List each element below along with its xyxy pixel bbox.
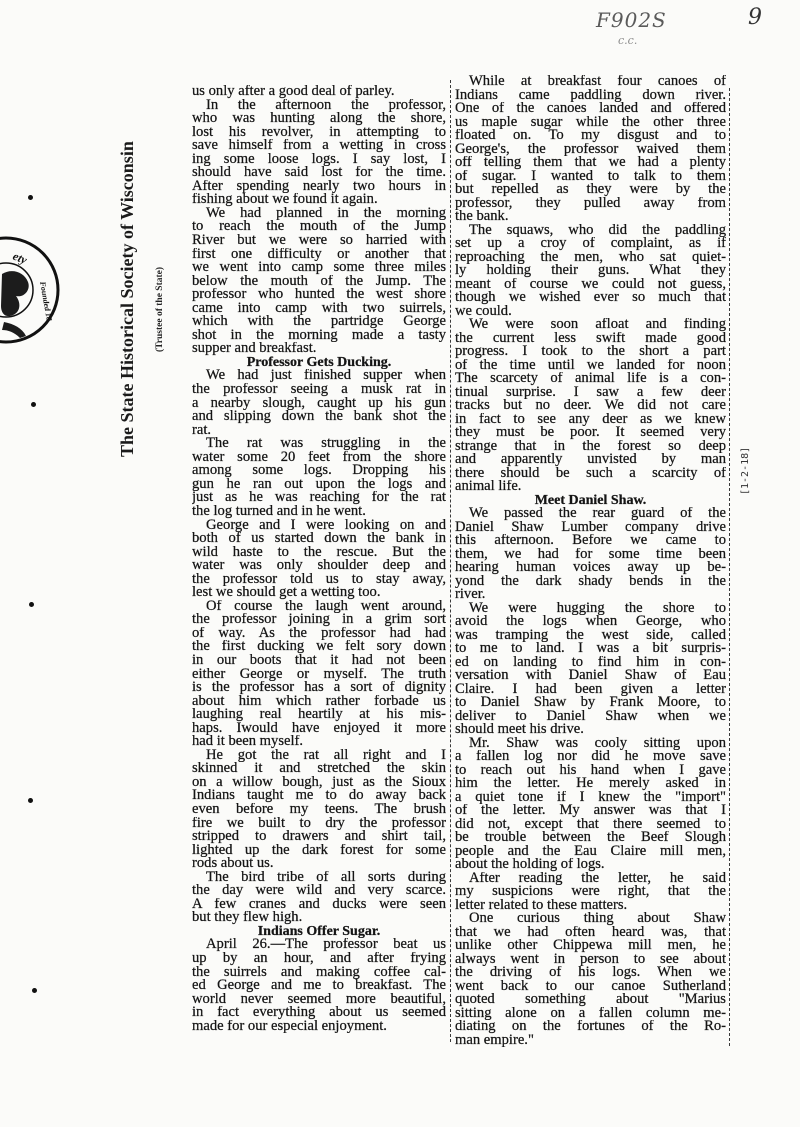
text-line: the first ducking we felt sory down (192, 640, 446, 654)
text-line: Of course the laugh went around, (206, 599, 446, 614)
text-line: came into camp with two suirrels, (192, 301, 446, 316)
text-line: the suirrels and making coffee cal- (192, 965, 446, 980)
text-line: the professor joining in a grim sort (192, 613, 446, 627)
text-line: stripped to drawers and shirt tail, (192, 830, 446, 844)
text-line: April 26.—The professor beat us (206, 938, 446, 952)
article-column-left (192, 85, 446, 1033)
text-line: to me to land. I was a bit surpris- (455, 642, 726, 656)
text-line: a nearby slough, caught up his gun (192, 396, 446, 411)
article-column-right (455, 75, 726, 1047)
handwritten-call-number: F902S (596, 8, 667, 32)
text-line: even before my teens. The brush (192, 802, 446, 817)
text-line: ed George and me to breakfast. The (192, 979, 446, 993)
text-line: floated on. To my disgust and to (455, 129, 726, 143)
text-line: ed on landing to find him in con- (455, 655, 726, 669)
text-line: professor who hunted the west shore (192, 288, 446, 302)
text-line: among some logs. Dropping his (192, 464, 446, 478)
handwritten-page-number: 9 (748, 5, 762, 30)
text-line: tinual surprise. I saw a few deer (455, 385, 726, 399)
text-line: us maple sugar while the other three (455, 115, 726, 129)
handwritten-initials: c.c. (618, 34, 638, 47)
text-line: water was only shoulder deep and (192, 559, 446, 573)
text-line: had it been myself. (192, 735, 304, 749)
text-line: both of us started down the bank in (192, 532, 446, 546)
text-line: we went into camp some three miles (192, 261, 446, 275)
text-line: people and the Eau Claire mill men, (455, 844, 726, 858)
text-line: We passed the rear guard of the (469, 507, 726, 521)
text-line: River but we were so harried with (192, 234, 446, 248)
text-line: skinned it and stretched the skin (192, 762, 446, 776)
text-line: him the letter. He merely asked in (455, 777, 726, 791)
text-line: of sugar. I wanted to talk to them (455, 169, 726, 183)
text-line: lost his revolver, in attempting to (192, 125, 446, 140)
text-line: wild haste to the rescue. But the (192, 545, 446, 560)
punch-hole (28, 195, 33, 200)
text-line: water some 20 feet from the shore (192, 450, 446, 465)
text-line: first one difficulty or another that (192, 247, 446, 262)
text-line: man empire." (455, 1033, 534, 1047)
text-line: is the professor has a sort of dignity (192, 681, 446, 695)
text-line: and apparently unvisted by man (455, 453, 726, 467)
text-line: be trouble between the Beef Slough (455, 831, 726, 845)
text-line: the day were wild and very scarce. (192, 884, 446, 898)
text-line: After reading the letter, he said (469, 871, 726, 885)
text-line: that we had often heard was, that (455, 925, 726, 939)
text-line: unlike other Chippewa mill men, he (455, 939, 726, 953)
text-line: and slipping down the bank shot the (192, 410, 446, 424)
text-line: set up a croy of complaint, as if (455, 237, 726, 251)
text-line: the log turned and in he went. (192, 504, 366, 519)
text-line: the professor seeing a musk rat in (192, 383, 446, 397)
text-line: letter related to these matters. (455, 898, 628, 912)
section-heading: Professor Gets Ducking. (246, 355, 392, 370)
punch-hole (28, 798, 33, 803)
text-line: of the letter. My answer was that I (455, 804, 726, 818)
archive-side-label: [1-2-18] (740, 446, 751, 496)
text-line: the current less swift made good (455, 331, 726, 345)
text-line: George and I were looking on and (206, 518, 446, 533)
text-line: We were hugging the shore to (469, 601, 726, 615)
text-line: While at breakfast four canoes of (469, 75, 726, 89)
text-line: tracks but no deer. We did not care (455, 399, 726, 413)
text-line: did not, except that there seemed to (455, 817, 726, 831)
text-line: which with the partridge George (192, 315, 446, 329)
text-line: fishing about we found it again. (192, 193, 378, 207)
text-line: haps. Iwould have enjoyed it more (192, 721, 446, 736)
text-line: but repelled as they were by the (455, 183, 726, 197)
text-line: He got the rat all right and I (206, 748, 446, 763)
text-line: should meet his drive. (455, 723, 584, 737)
text-line: diating on the fortunes of the Ro- (455, 1020, 726, 1034)
text-line: professor, they pulled away from (455, 196, 726, 210)
text-line: sitting alone on a fallen column me- (455, 1006, 726, 1020)
text-line: shot in the morning made a tasty (192, 328, 446, 343)
text-line: a quiet tone if I knew the "import" (455, 790, 726, 804)
text-line: strange that in the forest so deep (455, 439, 726, 453)
text-line: quoted something about "Marius (455, 993, 726, 1007)
text-line: in fact everything about us seemed (192, 1006, 446, 1020)
text-line: One curious thing about Shaw (469, 912, 726, 926)
text-line: rods about us. (192, 857, 274, 871)
text-line: We were soon afloat and finding (469, 318, 726, 332)
historical-society-stamp-subtitle: (Trustee of the State) (155, 266, 165, 352)
text-line: should have said lost for the time. (192, 166, 446, 180)
text-line: avoid the logs when George, who (455, 615, 726, 629)
text-line: river. (455, 588, 486, 602)
seal-top-text: ety (10, 248, 30, 268)
text-line: gun he ran out upon the logs and (192, 477, 446, 492)
text-line: made for our especial enjoyment. (192, 1019, 387, 1034)
text-line: The bird tribe of all sorts during (206, 870, 446, 885)
text-line: but they flew high. (192, 911, 303, 925)
seal-emblem-detail (2, 322, 26, 338)
text-line: Indians came paddling down river. (455, 88, 726, 102)
punch-hole (32, 988, 37, 993)
text-line: rat. (192, 423, 212, 438)
text-line: they must be poor. It seemed very (455, 426, 726, 440)
text-line: laughing real heartily at his mis- (192, 708, 446, 722)
text-line: One of the canoes landed and offered (455, 102, 726, 116)
text-line: though we wished ever so much that (455, 291, 726, 305)
text-line: save himself from a wetting in cross (192, 139, 446, 153)
text-line: progress. I took to the short a part (455, 345, 726, 359)
text-line: yond the dark shady bends in the (455, 574, 726, 588)
text-line: The rat was struggling in the (206, 437, 446, 451)
text-line: of the time until we landed for noon (455, 358, 726, 372)
text-line: We had planned in the morning (206, 206, 446, 221)
text-line: The squaws, who did the paddling (469, 223, 726, 237)
historical-society-stamp: The State Historical Society of Wisconsin (117, 141, 137, 458)
text-line: hearing human voices away up be- (455, 561, 726, 575)
text-line: us only after a good deal of parley. (192, 85, 395, 99)
text-line: was tramping the west side, called (455, 628, 726, 642)
text-line: about him which rather forbade us (192, 694, 446, 709)
text-line: versation with Daniel Shaw of Eau (455, 669, 726, 683)
society-seal (0, 232, 62, 352)
text-line: reproaching the men, who sat quiet- (455, 250, 726, 264)
text-line: A few cranes and ducks were seen (192, 897, 446, 912)
text-line: up by an hour, and after frying (192, 952, 446, 966)
text-line: them, we had for some time been (455, 547, 726, 561)
text-line: who was hunting along the shore, (192, 112, 446, 126)
section-heading: Indians Offer Sugar. (257, 924, 381, 939)
text-line: of way. As the professor had had (192, 626, 446, 641)
column-divider (450, 80, 451, 1042)
text-line: to Daniel Shaw by Frank Moore, to (455, 696, 726, 710)
text-line: animal life. (455, 480, 522, 494)
text-line: either George or myself. The truth (192, 667, 446, 682)
punch-hole (29, 602, 34, 607)
text-line: George's, the professor waived them (455, 142, 726, 156)
text-line: the driving of his logs. When we (455, 966, 726, 980)
text-line: we could. (455, 304, 512, 318)
text-line: to reach the mouth of the Jump (192, 220, 446, 235)
text-line: After spending nearly two hours in (192, 179, 446, 194)
text-line: lighted up the dark forest for some (192, 843, 446, 858)
text-line: always went in person to see about (455, 952, 726, 966)
punch-hole (31, 402, 36, 407)
text-line: my suspicions were right, that the (455, 885, 726, 899)
seal-side-text: Founded 18 (38, 280, 54, 322)
text-line: on a willow bough, just as the Sioux (192, 775, 446, 790)
text-line: world never seemed more beautiful, (192, 992, 446, 1007)
section-heading: Meet Daniel Shaw. (534, 493, 647, 507)
text-line: deliver to Daniel Shaw when we (455, 709, 726, 723)
text-line: below the mouth of the Jump. The (192, 274, 446, 289)
text-line: off telling them that we had a plenty (455, 156, 726, 170)
text-line: ing some loose logs. I say lost, I (192, 152, 446, 167)
text-line: went back to our canoe Sutherland (455, 979, 726, 993)
text-line: meant of course we could not guess, (455, 277, 726, 291)
text-line: about the holding of logs. (455, 858, 605, 872)
text-line: in our boots that it had not been (192, 653, 446, 668)
text-line: the professor told us to stay away, (192, 572, 446, 587)
text-line: fire we built to dry the professor (192, 816, 446, 831)
text-line: supper and breakfast. (192, 342, 317, 356)
text-line: We had just finished supper when (206, 369, 446, 384)
text-line: lest we should get a wetting too. (192, 586, 381, 600)
text-line: to reach out his hand when I gave (455, 763, 726, 777)
text-line: there should be such a scarcity of (455, 466, 726, 480)
text-line: just as he was reaching for the rat (192, 491, 446, 505)
text-line: ly holding their guns. What they (455, 264, 726, 278)
text-line: this afternoon. Before we came to (455, 534, 726, 548)
text-line: Indians taught me to do away back (192, 789, 446, 803)
text-line: Mr. Shaw was cooly sitting upon (469, 736, 726, 750)
text-line: a fallen log nor did he move save (455, 750, 726, 764)
text-line: The scarcety of animal life is a con- (455, 372, 726, 386)
text-line: the bank. (455, 210, 509, 224)
text-line: in fact to see any deer as we knew (455, 412, 726, 426)
text-line: Daniel Shaw Lumber company drive (455, 520, 726, 534)
column-rule-right (729, 88, 730, 1046)
text-line: Claire. I had been given a letter (455, 682, 726, 696)
text-line: In the afternoon the professor, (206, 98, 446, 113)
